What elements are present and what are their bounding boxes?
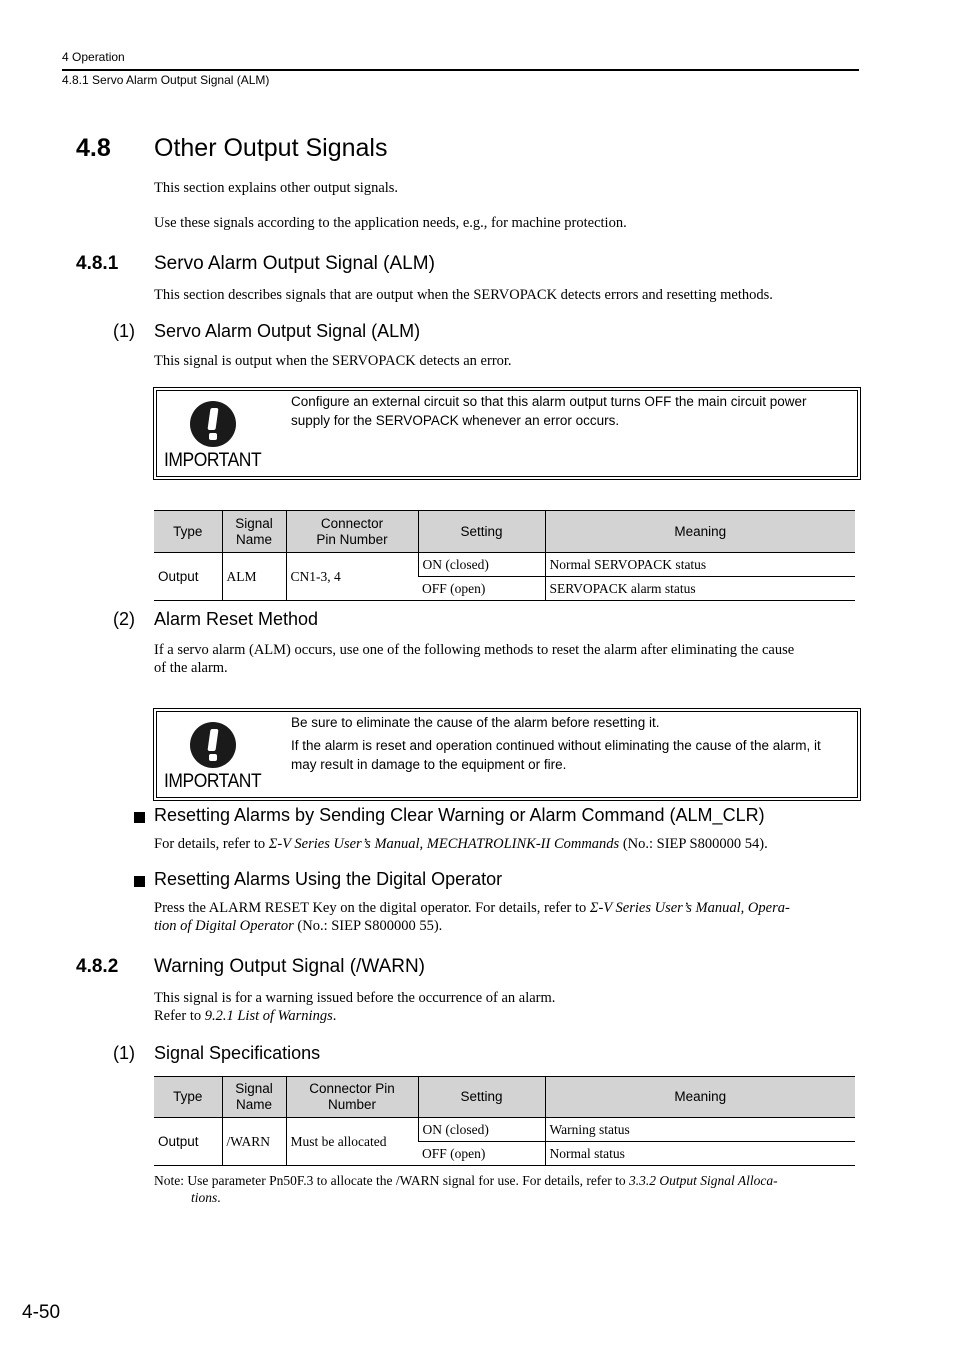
table-header-signal-name: Signal Name — [222, 511, 286, 553]
item-text: This signal is output when the SERVOPACK detects an error. — [154, 353, 512, 369]
section-paragraph: This section explains other output signals. — [154, 180, 399, 196]
section-number: 4.8 — [76, 134, 111, 162]
cell-signal: /WARN — [222, 1118, 286, 1166]
table-header-connector: Connector Pin Number — [286, 1077, 418, 1118]
subsection-number: 4.8.1 — [76, 253, 119, 274]
important-text: Be sure to eliminate the cause of the alarm before resetting it. If the alarm is reset and operation continued without eliminating the cause of the alarm, it may result in damage to the equipment or fire. — [291, 715, 821, 772]
bullet-square — [134, 874, 145, 892]
table-header-setting: Setting — [418, 1077, 545, 1118]
bullet-title: Resetting Alarms Using the Digital Operator — [154, 869, 503, 889]
warn-signal-table — [154, 1076, 855, 1166]
warnings-reference-link[interactable]: 9.2.1 List of Warnings — [204, 1008, 333, 1024]
cell-pin: CN1-3, 4 — [286, 553, 418, 601]
header-rule — [62, 69, 859, 71]
important-text: Configure an external circuit so that this alarm output turns OFF the main circuit power supply for the SERVOPACK whenever an error occurs. — [291, 394, 807, 428]
important-label: IMPORTANT — [164, 450, 262, 471]
important-label: IMPORTANT — [164, 771, 262, 792]
bullet-text: For details, refer to Σ-V Series User’s Manual, MECHATROLINK-II Commands (No.: SIEP S800000 54). — [154, 836, 768, 852]
page-number: 4-50 — [22, 1302, 61, 1323]
cell-setting: OFF (open) — [418, 1142, 545, 1166]
cell-meaning: SERVOPACK alarm status — [545, 577, 855, 601]
cell-signal: ALM — [222, 553, 286, 601]
table-header-type: Type — [154, 1077, 222, 1118]
exclamation-icon — [190, 722, 236, 768]
cell-meaning: Warning status — [545, 1118, 855, 1142]
cell-meaning: Normal status — [545, 1142, 855, 1166]
cell-pin: Must be allocated — [286, 1118, 418, 1166]
table-header-meaning: Meaning — [545, 511, 855, 553]
item-title: Signal Specifications — [154, 1043, 321, 1063]
cell-type: Output — [154, 1118, 222, 1166]
cell-setting: OFF (open) — [418, 577, 545, 601]
cell-meaning: Normal SERVOPACK status — [545, 553, 855, 577]
item-title: Servo Alarm Output Signal (ALM) — [154, 321, 421, 341]
item-text: If a servo alarm (ALM) occurs, use one of the following methods to reset the alarm after eliminating the cause of the alarm. — [154, 642, 795, 676]
table-note: Note: Use parameter Pn50F.3 to allocate the /WARN signal for use. For details, refer to 3.3.2 Output Signal Alloca- tions. — [154, 1173, 778, 1205]
bullet-square — [134, 810, 145, 828]
allocation-reference-link[interactable]: 3.3.2 Output Signal Alloca- — [629, 1173, 778, 1188]
table-row — [154, 1118, 855, 1142]
item-label: (2) — [113, 609, 135, 629]
subsection-number: 4.8.2 — [76, 956, 119, 977]
table-header-meaning: Meaning — [545, 1077, 855, 1118]
table-header-connector: Connector Pin Number — [286, 511, 418, 553]
table-header-signal-name: Signal Name — [222, 1077, 286, 1118]
alm-signal-table — [154, 510, 855, 601]
subsection-title: Servo Alarm Output Signal (ALM) — [154, 253, 435, 274]
cell-setting: ON (closed) — [418, 1118, 545, 1142]
subsection-title: Warning Output Signal (/WARN) — [154, 956, 426, 977]
running-header-section: 4.8.1 Servo Alarm Output Signal (ALM) — [62, 73, 270, 87]
item-label: (1) — [113, 1043, 135, 1063]
cell-type: Output — [154, 553, 222, 601]
section-title: Other Output Signals — [154, 134, 388, 162]
manual-reference-link[interactable]: Σ-V Series User’s Manual, MECHATROLINK-II Commands — [268, 836, 620, 852]
allocation-reference-link[interactable]: tions — [191, 1190, 218, 1205]
cell-setting: ON (closed) — [418, 553, 545, 577]
running-header-chapter: 4 Operation — [62, 50, 125, 64]
table-header-setting: Setting — [418, 511, 545, 553]
table-row — [154, 553, 855, 577]
bullet-title: Resetting Alarms by Sending Clear Warning or Alarm Command (ALM_CLR) — [154, 805, 765, 825]
subsection-intro: This section describes signals that are output when the SERVOPACK detects errors and resetting methods. — [154, 287, 773, 303]
item-title: Alarm Reset Method — [154, 609, 319, 629]
section-paragraph: Use these signals according to the application needs, e.g., for machine protection. — [154, 215, 627, 231]
item-label: (1) — [113, 321, 135, 341]
bullet-text: Press the ALARM RESET Key on the digital operator. For details, refer to Σ-V Series User’s Manual, Opera- tion of Digital Operator (No.: SIEP S800000 55). — [154, 900, 790, 934]
manual-reference-link[interactable]: tion of Digital Operator — [154, 918, 294, 934]
manual-reference-link[interactable]: Σ-V Series User’s Manual, Opera- — [589, 900, 790, 916]
table-header-type: Type — [154, 511, 222, 553]
subsection-text: This signal is for a warning issued before the occurrence of an alarm. Refer to 9.2.1 List of Warnings. — [154, 990, 556, 1024]
exclamation-icon — [190, 401, 236, 447]
